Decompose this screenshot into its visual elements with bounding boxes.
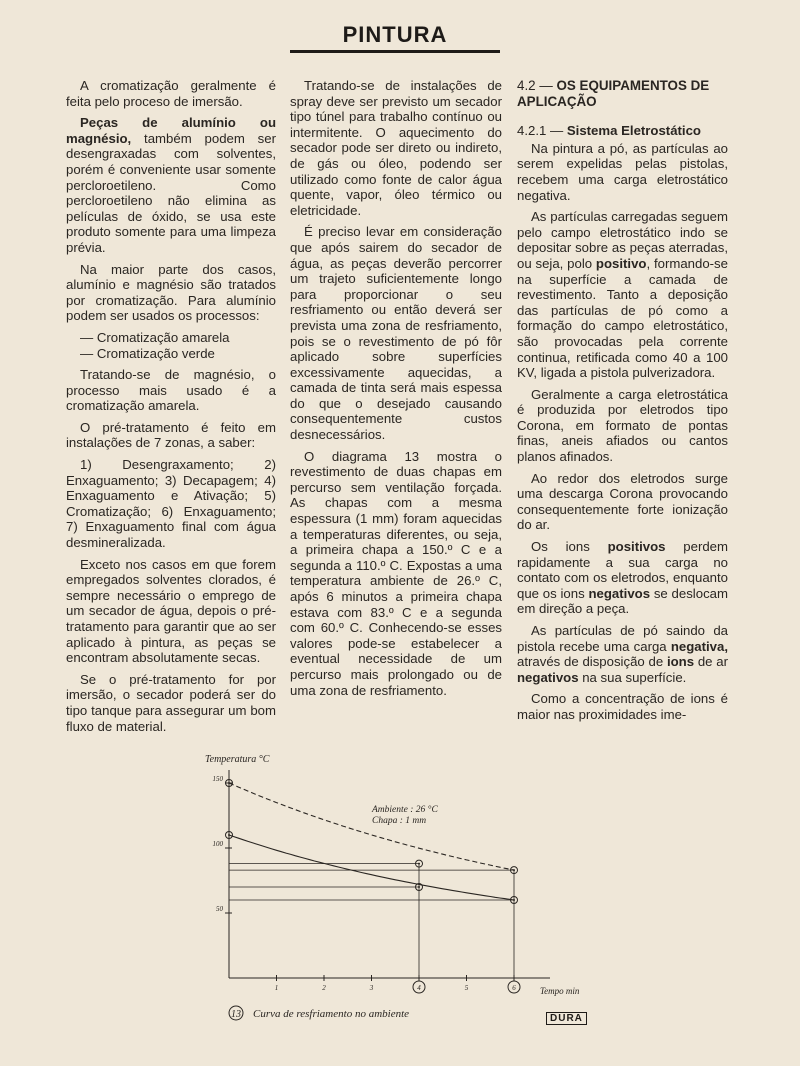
series-line-2 bbox=[229, 835, 514, 900]
paragraph: Tratando-se de magnésio, o processo mais usado é a cromatização amarela. bbox=[66, 367, 276, 414]
paragraph-text: As partículas carregadas seguem pelo campo eletrostático indo se depositar sobre as peças aterradas, ou seja, polo bbox=[517, 209, 728, 271]
column-3 bbox=[517, 78, 728, 729]
data-point-center bbox=[513, 899, 515, 901]
bold-term: negativos bbox=[517, 669, 579, 685]
data-point-center bbox=[418, 863, 420, 865]
paragraph-text: de ar bbox=[694, 654, 728, 670]
paragraph-text: na sua superfície. bbox=[578, 669, 687, 685]
paragraph-text: se deslocam em direção a peça. bbox=[517, 585, 728, 617]
x-tick-label: 4 bbox=[417, 984, 421, 992]
paragraph: Como a concentração de ions é maior nas proximidades ime- bbox=[517, 691, 728, 722]
caption-number: 13 bbox=[231, 1009, 241, 1020]
paragraph-text: através de disposição de bbox=[517, 654, 667, 670]
list-item: — Cromatização amarela bbox=[80, 329, 230, 345]
chart-caption: Curva de resfriamento no ambiente bbox=[253, 1008, 410, 1020]
section-heading bbox=[517, 78, 728, 109]
publisher-logo: DURA bbox=[546, 1012, 587, 1025]
paragraph-text: , formando-se na superfície a camada de revestimento. Tanto a deposição das partículas de pó como a formação do campo eletrostático, são provocadas pela corrente continua, retificada como 40 a 100 KV, ligada a pistola pulverizadora. bbox=[517, 255, 728, 381]
list-item: — Cromatização verde bbox=[80, 345, 215, 361]
section-number: 4.2 — bbox=[517, 78, 557, 93]
page-title: PINTURA bbox=[342, 22, 448, 47]
data-point-center bbox=[228, 782, 230, 784]
column-2 bbox=[290, 78, 502, 704]
paragraph: Na pintura a pó, as partículas ao serem expelidas pelas pistolas, recebem uma carga eletrostático negativa. bbox=[517, 140, 728, 203]
title-rule bbox=[290, 50, 500, 53]
legend-line-1: Ambiente : 26 °C bbox=[372, 805, 438, 815]
paragraph: Ao redor dos eletrodos surge uma descarga Corona provocando consequentemente forte ionização do ar. bbox=[517, 470, 728, 533]
paragraph-text: As partículas de pó saindo da pistola recebe uma carga bbox=[517, 623, 728, 654]
chart-svg bbox=[185, 748, 615, 1028]
x-axis-label: Tempo min bbox=[540, 986, 580, 996]
paragraph: Na maior parte dos casos, alumínio e magnésio são tratados por cromatização. Para alumínio podem ser usados os processos: bbox=[66, 261, 276, 324]
paragraph bbox=[517, 209, 728, 381]
data-point-center bbox=[228, 834, 230, 836]
bold-term: positivos bbox=[607, 539, 666, 555]
subsection-title: Sistema Eletrostático bbox=[566, 123, 701, 139]
x-tick-label: 3 bbox=[369, 984, 374, 992]
paragraph: Exceto nos casos em que forem empregados solventes clorados, é sempre necessário o emprego de um secador de água, depois o pré-tratamento para garantir que ao ser aplicado à pintura, as peças se encontram absolutamente secas. bbox=[66, 556, 276, 666]
subsection-heading bbox=[517, 123, 728, 139]
x-tick-label: 1 bbox=[274, 984, 279, 992]
y-tick-label: 100 bbox=[212, 840, 223, 848]
cooling-curve-chart bbox=[185, 748, 615, 1028]
y-axis-label: Temperatura °C bbox=[205, 754, 270, 765]
paragraph: Geralmente a carga eletrostática é produzida por eletrodos tipo Corona, em formato de pontas finas, aneis afiados ou cantos planos afinados. bbox=[517, 386, 728, 465]
paragraph: A cromatização geralmente é feita pelo proceso de imersão. bbox=[66, 78, 276, 109]
y-tick-label: 50 bbox=[216, 905, 223, 913]
bold-term: ions bbox=[666, 654, 695, 670]
bold-term: negativos bbox=[588, 585, 651, 601]
y-tick-label: 150 bbox=[212, 775, 223, 783]
paragraph: Tratando-se de instalações de spray deve ser previsto um secador tipo túnel para trabalho contínuo ou intermitente. O aquecimento do secador pode ser direto ou indireto, de gás ou óleo, podendo ser utilizado como fonte de calor água quente, vapor, óleo térmico ou eletricidade. bbox=[290, 78, 502, 218]
paragraph: Se o pré-tratamento for por imersão, o secador poderá ser do tipo tanque para assegurar um bom fluxo de material. bbox=[66, 671, 276, 734]
series-line-1 bbox=[229, 783, 514, 870]
paragraph: 1) Desengraxamento; 2) Enxaguamento; 3) Decapagem; 4) Enxaguamento e Ativação; 5) Cromatização; 6) Enxaguamento; 7) Enxaguamento final com água desmineralizada. bbox=[66, 457, 276, 551]
paragraph bbox=[517, 539, 728, 617]
column-1 bbox=[66, 78, 276, 740]
subsection-number: 4.2.1 — bbox=[517, 123, 567, 139]
data-point-center bbox=[513, 869, 515, 871]
bold-term: negativa, bbox=[670, 638, 728, 654]
legend-line-2: Chapa : 1 mm bbox=[372, 816, 427, 826]
x-tick-label: 5 bbox=[464, 984, 469, 992]
paragraph: O diagrama 13 mostra o revestimento de duas chapas em percurso sem ventilação forçada. As chapas com a mesma espessura (1 mm) foram aquecidas a temperaturas diferentes, ou seja, a primeira chapa a 150.º C e a segunda a 110.º C. Expostas a uma temperatura ambiente de 26.º C, após 6 minutos a primeira chapa estava com 83.º C e a segunda com 60.º C. Conhecendo-se esses valores pode-se estabelecer a eventual necessidade de um percurso mais prolongado ou de uma zona de resfriamento. bbox=[290, 448, 502, 698]
data-point-center bbox=[418, 886, 420, 888]
paragraph: É preciso levar em consideração que após sairem do secador de água, as peças deverão percorrer um trajeto suficientemente longo para proporcionar o seu resfriamento ou então deverá ser prevista uma zona de resfriamento, pois se o revestimento de pó fôr aplicado sobre superfícies excessivamente aquecidas, a camada de tinta será mais espessa do que o desejado causando consequentemente custos desnecessários. bbox=[290, 224, 502, 443]
paragraph-text: perdem rapidamente a sua carga no contato com os eletrodos, enquanto que os ions bbox=[517, 539, 728, 601]
section-title: OS EQUIPAMENTOS DE APLICAÇÃO bbox=[517, 78, 710, 109]
x-tick-label: 2 bbox=[322, 984, 326, 992]
x-tick-label: 6 bbox=[512, 984, 516, 992]
paragraph-text: Os ions bbox=[531, 539, 608, 555]
paragraph bbox=[517, 623, 728, 685]
bold-lead: Peças de alumínio ou magnésio, bbox=[66, 115, 276, 146]
paragraph bbox=[66, 115, 276, 255]
paragraph: O pré-tratamento é feito em instalações de 7 zonas, a saber: bbox=[66, 419, 276, 451]
bold-term: positivo bbox=[595, 255, 647, 271]
paragraph-text: também podem ser desengraxadas com solventes, porém é conveniente usar somente percloroetileno. Como percloroetileno não elimina as películas de óxido, se usa este produto somente para uma limpeza prévia. bbox=[66, 130, 276, 255]
